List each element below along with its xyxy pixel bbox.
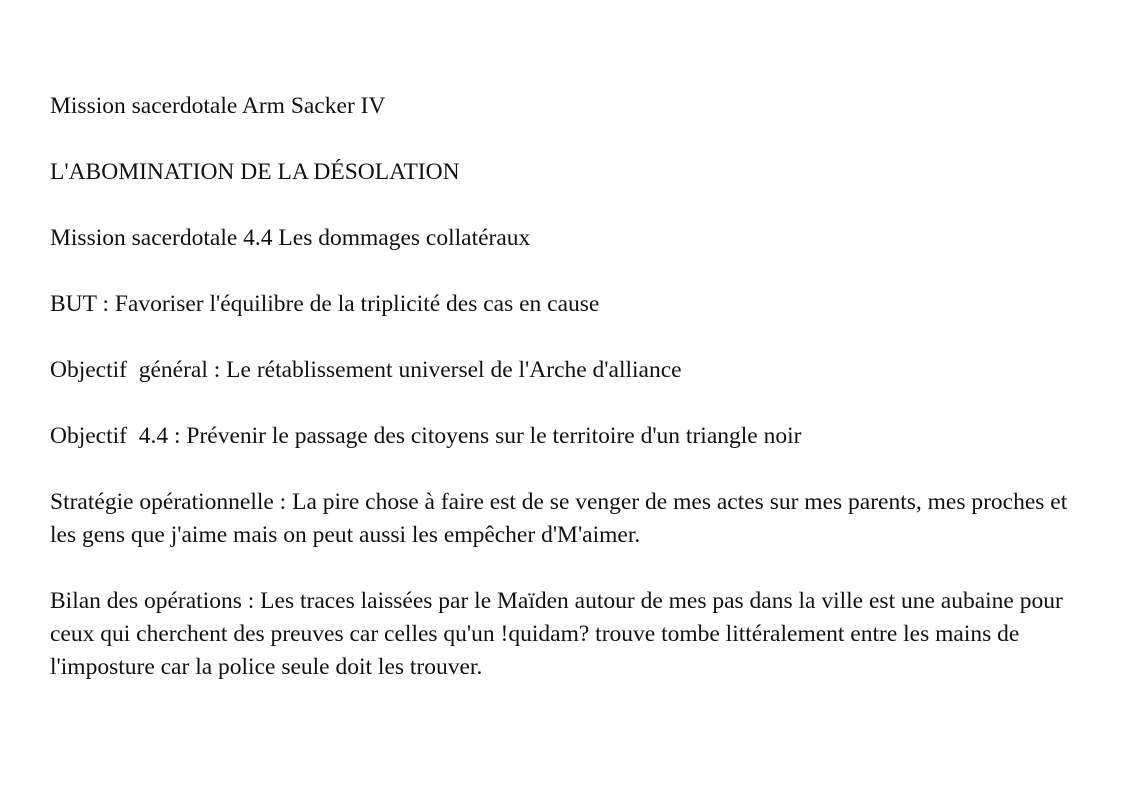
general-objective-line: Objectif général : Le rétablissement universel de l'Arche d'alliance (50, 357, 682, 383)
goal-line: BUT : Favoriser l'équilibre de la triplicité des cas en cause (50, 291, 600, 317)
mission-line: Mission sacerdotale 4.4 Les dommages collatéraux (50, 225, 531, 251)
strategy-paragraph: Stratégie opérationnelle : La pire chose à faire est de se venger de mes actes sur mes parents, mes proches et les gens que j'aime mais on peut aussi les empêcher d'M'aimer. (50, 489, 1074, 548)
specific-objective-line: Objectif 4.4 : Prévenir le passage des citoyens sur le territoire d'un triangle noir (50, 423, 802, 449)
document-title: Mission sacerdotale Arm Sacker IV (50, 93, 386, 119)
document-heading: L'ABOMINATION DE LA DÉSOLATION (50, 159, 460, 185)
operations-summary-paragraph: Bilan des opérations : Les traces laissées par le Maïden autour de mes pas dans la ville est une aubaine pour ceux qui cherchent des preuves car celles qu'un !quidam? trouve tombe littéralement entre les mains de l'imposture car la police seule doit les trouver. (50, 588, 1069, 680)
document-page (50, 90, 1090, 717)
